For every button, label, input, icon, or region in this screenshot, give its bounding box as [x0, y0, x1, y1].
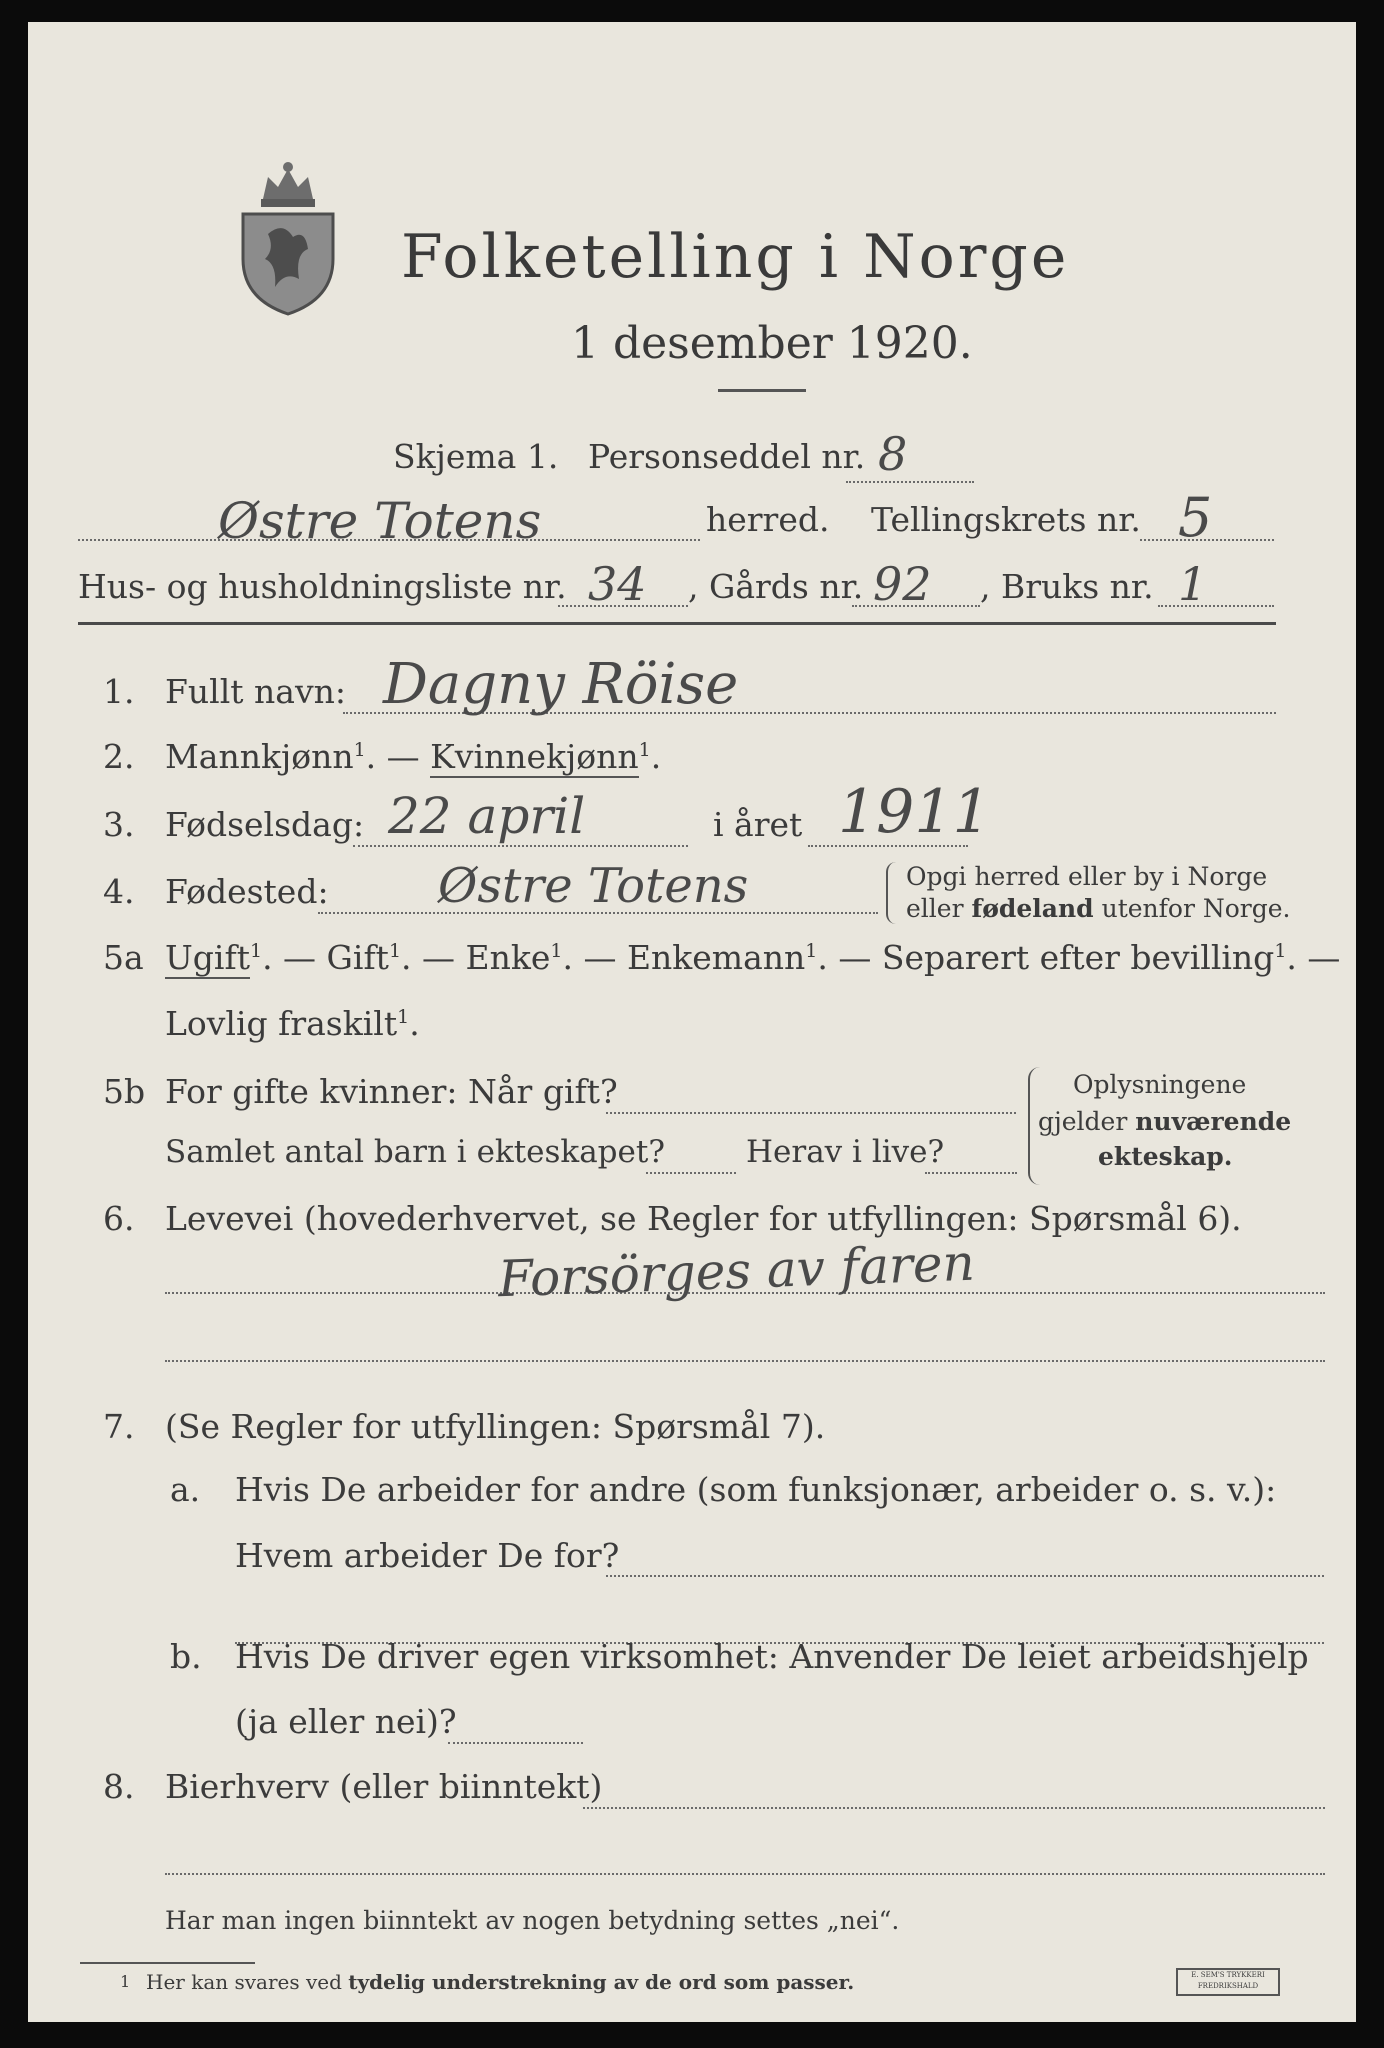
- q8-label: Bierhverv (eller biinntekt): [165, 1767, 603, 1806]
- gards-label: , Gårds nr.: [688, 567, 864, 606]
- q7b-line1: Hvis De driver egen virksomhet: Anvender De leiet arbeidshjelp: [235, 1637, 1309, 1676]
- personseddel-value: 8: [878, 427, 908, 481]
- option-female-selected: Kvinnekjønn: [430, 737, 639, 776]
- q4-label: Fødested:: [165, 872, 329, 911]
- q5b-alive-label: Herav i live?: [746, 1134, 945, 1170]
- census-date: 1 desember 1920.: [571, 318, 973, 369]
- birthplace-value: Østre Totens: [438, 858, 749, 914]
- husliste-value: 34: [588, 557, 647, 611]
- birthday-value: 22 april: [388, 787, 586, 845]
- gender-options: Mannkjønn$^1$. — Kvinnekjønn$^1$.: [165, 737, 662, 776]
- footnote-marker: 1: [120, 1972, 131, 1991]
- marriage-note-1: Oplysningene: [1073, 1070, 1247, 1099]
- footnote-text: Her kan svares ved tydelig understrekning av de ord som passer.: [146, 1970, 855, 1994]
- q4-number: 4.: [103, 872, 135, 911]
- herred-value: Østre Totens: [218, 492, 542, 550]
- printer-stamp: E. SEM'S TRYKKERI FREDRIKSHALD: [1176, 1968, 1280, 1996]
- q7b-hired-help-label: (ja eller nei)?: [235, 1702, 457, 1741]
- option-male: Mannkjønn: [165, 737, 354, 776]
- bruks-label: , Bruks nr.: [980, 567, 1154, 606]
- birth-year-value: 1911: [838, 777, 991, 847]
- footnote-rule: [80, 1962, 255, 1964]
- marital-status-options-line2: Lovlig fraskilt$^1$.: [165, 1004, 420, 1043]
- q5b-children-label: Samlet antal barn i ekteskapet?: [165, 1134, 665, 1170]
- side-income-field-2: [165, 1873, 1325, 1875]
- q5b-when-married-label: For gifte kvinner: Når gift?: [165, 1072, 618, 1111]
- q7-number: 7.: [103, 1407, 135, 1446]
- title-rule: [718, 389, 806, 392]
- husliste-label: Hus- og husholdningsliste nr.: [78, 567, 567, 606]
- header-divider: [78, 622, 1276, 625]
- q7a-number: a.: [170, 1470, 201, 1509]
- alive-field: [925, 1172, 1017, 1174]
- side-income-field-1: [583, 1807, 1325, 1809]
- skjema-label: Skjema 1.: [393, 437, 559, 476]
- option-lovlig-fraskilt: Lovlig fraskilt: [165, 1004, 398, 1043]
- bruks-value: 1: [1178, 557, 1208, 611]
- occupation-value: Forsörges av faren: [497, 1233, 976, 1309]
- coat-of-arms-icon: [233, 159, 343, 319]
- q7a-line1: Hvis De arbeider for andre (som funksjonær, arbeider o. s. v.):: [235, 1470, 1277, 1509]
- personseddel-field: [846, 481, 974, 483]
- q7-label: (Se Regler for utfyllingen: Spørsmål 7).: [165, 1407, 826, 1446]
- birthplace-brace: [886, 862, 898, 924]
- tellingskrets-value: 5: [1178, 486, 1213, 549]
- children-field: [646, 1172, 736, 1174]
- q5b-number: 5b: [103, 1072, 146, 1111]
- q5a-number: 5a: [103, 938, 144, 977]
- personseddel-label: Personseddel nr.: [588, 437, 866, 476]
- bruks-field: [1158, 605, 1274, 607]
- birthplace-note-2: eller fødeland utenfor Norge.: [906, 894, 1291, 923]
- census-form-page: [28, 22, 1356, 2022]
- occupation-field-2: [165, 1360, 1325, 1362]
- q2-number: 2.: [103, 737, 135, 776]
- marital-status-options: Ugift$^1$. — Gift$^1$. — Enke$^1$. — Enkemann$^1$. — Separert efter bevilling$^1$. —: [165, 938, 1341, 977]
- marriage-note-3: ekteskap.: [1098, 1142, 1233, 1171]
- q1-number: 1.: [103, 672, 135, 711]
- employer-field-1: [606, 1575, 1324, 1577]
- q7a-employer-label: Hvem arbeider De for?: [235, 1536, 620, 1575]
- q6-number: 6.: [103, 1199, 135, 1238]
- q6-label: Levevei (hovederhvervet, se Regler for utfyllingen: Spørsmål 6).: [165, 1199, 1242, 1238]
- hired-help-field: [448, 1742, 583, 1744]
- birthplace-note-1: Opgi herred eller by i Norge: [906, 862, 1268, 891]
- q1-label: Fullt navn:: [165, 672, 346, 711]
- gards-value: 92: [873, 557, 932, 611]
- q8-note: Har man ingen biinntekt av nogen betydning settes „nei“.: [165, 1906, 900, 1935]
- form-title: Folketelling i Norge: [401, 222, 1070, 292]
- birthday-field: [353, 845, 688, 847]
- q8-number: 8.: [103, 1767, 135, 1806]
- tellingskrets-label: Tellingskrets nr.: [871, 500, 1141, 539]
- q7b-number: b.: [170, 1637, 202, 1676]
- birth-year-label: i året: [713, 805, 803, 844]
- herred-label: herred.: [706, 500, 830, 539]
- q3-number: 3.: [103, 805, 135, 844]
- option-ugift-selected: Ugift: [165, 938, 250, 977]
- full-name-value: Dagny Röise: [383, 652, 739, 717]
- when-married-field: [606, 1112, 1016, 1114]
- q3-label: Fødselsdag:: [165, 805, 365, 844]
- marriage-note-2: gjelder nuværende: [1038, 1107, 1292, 1136]
